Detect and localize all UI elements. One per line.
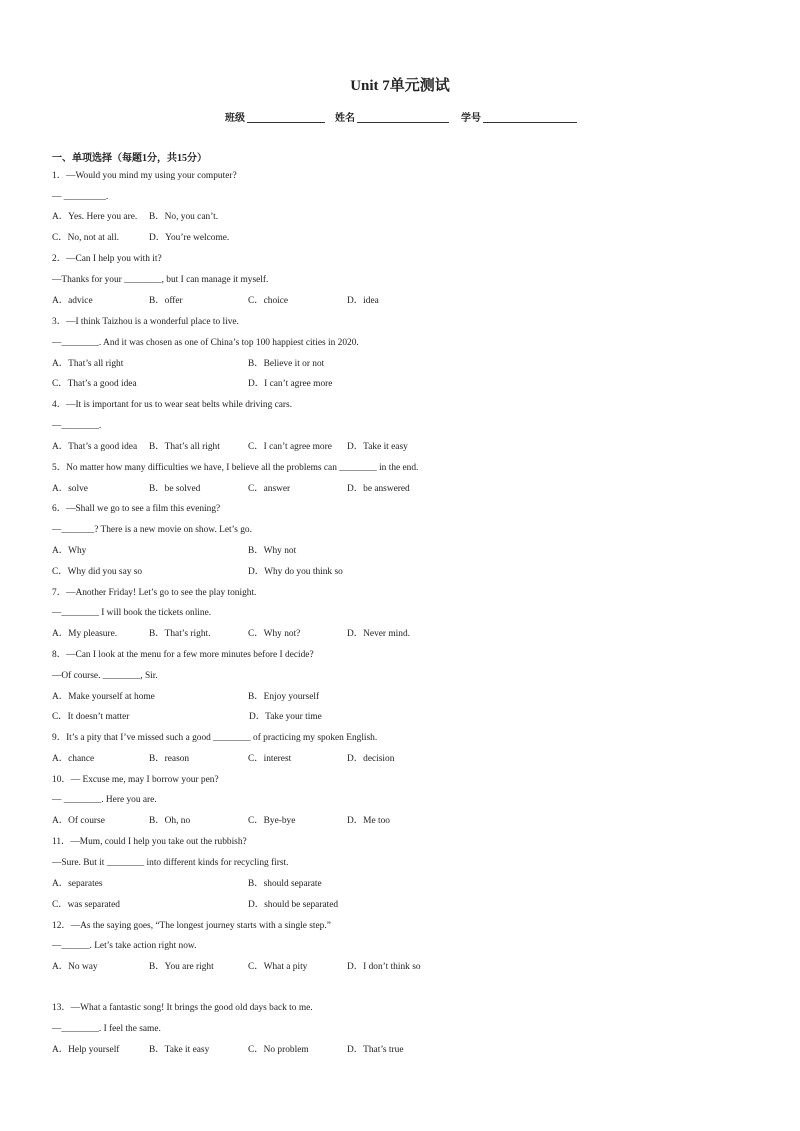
- option-a: A．solve: [52, 484, 88, 494]
- question-reply: —________.: [52, 421, 102, 431]
- option-a: A．separates: [52, 879, 103, 889]
- option-b: B．reason: [149, 754, 190, 764]
- option-d: D．Take it easy: [347, 442, 408, 452]
- option-d: D．I don’t think so: [347, 962, 421, 972]
- option-c: C．No, not at all.: [52, 233, 119, 243]
- question-stem: 9．It’s a pity that I’ve missed such a good ________ of practicing my spoken English.: [52, 733, 378, 743]
- option-d: D．decision: [347, 754, 395, 764]
- question-stem: 13．—What a fantastic song! It brings the good old days back to me.: [52, 1003, 313, 1013]
- class-label: 班级: [225, 113, 245, 124]
- question-reply: —Sure. But it ________ into different kinds for recycling first.: [52, 858, 289, 868]
- question-reply: —________. I feel the same.: [52, 1024, 161, 1034]
- page-title: Unit 7单元测试: [350, 78, 450, 94]
- option-a: A．Yes. Here you are.: [52, 212, 138, 222]
- question-stem: 7．—Another Friday! Let’s go to see the play tonight.: [52, 588, 257, 598]
- option-a: A．My pleasure.: [52, 629, 118, 639]
- option-b: B．You are right: [149, 962, 214, 972]
- section-title: 一、单项选择（每题1分，共15分）: [52, 153, 207, 164]
- option-b: B．Take it easy: [149, 1045, 210, 1055]
- question-stem: 11．—Mum, could I help you take out the rubbish?: [52, 837, 247, 847]
- option-b: B．be solved: [149, 484, 201, 494]
- option-a: A．chance: [52, 754, 95, 764]
- id-blank: [483, 112, 577, 123]
- id-label: 学号: [461, 113, 481, 124]
- option-c: C．It doesn’t matter: [52, 712, 130, 722]
- name-label: 姓名: [335, 113, 355, 124]
- option-b: B．That’s right.: [149, 629, 211, 639]
- option-d: D．Never mind.: [347, 629, 411, 639]
- option-a: A．Make yourself at home: [52, 692, 155, 702]
- option-d: D．Me too: [347, 816, 390, 826]
- option-d: D．Why do you think so: [248, 567, 343, 577]
- option-c: C．I can’t agree more: [248, 442, 332, 452]
- question-stem: 10．— Excuse me, may I borrow your pen?: [52, 775, 219, 785]
- option-b: B．offer: [149, 296, 183, 306]
- class-field: [225, 109, 325, 124]
- option-c: C．choice: [248, 296, 289, 306]
- option-b: B．Enjoy yourself: [248, 692, 320, 702]
- question-stem: 1．—Would you mind my using your computer?: [52, 171, 237, 181]
- option-a: A．That’s all right: [52, 359, 124, 369]
- option-d: D．I can’t agree more: [248, 379, 333, 389]
- question-reply: —_______? There is a new movie on show. Let’s go.: [52, 525, 252, 535]
- option-b: B．No, you can’t.: [149, 212, 219, 222]
- option-d: D．You’re welcome.: [149, 233, 230, 243]
- option-b: B．Believe it or not: [248, 359, 325, 369]
- question-stem: 12．—As the saying goes, “The longest journey starts with a single step.”: [52, 921, 331, 931]
- question-reply: —Thanks for your ________, but I can manage it myself.: [52, 275, 269, 285]
- question-reply: — ________. Here you are.: [52, 795, 157, 805]
- option-a: A．Help yourself: [52, 1045, 120, 1055]
- option-c: C．That’s a good idea: [52, 379, 137, 389]
- option-b: B．Oh, no: [149, 816, 191, 826]
- question-stem: 4．—It is important for us to wear seat belts while driving cars.: [52, 400, 293, 410]
- option-a: A．Why: [52, 546, 87, 556]
- name-blank: [357, 112, 449, 123]
- option-c: C．Bye-bye: [248, 816, 296, 826]
- option-a: A．Of course: [52, 816, 105, 826]
- option-c: C．was separated: [52, 900, 120, 910]
- option-d: D．should be separated: [248, 900, 339, 910]
- question-stem: 3．—I think Taizhou is a wonderful place to live.: [52, 317, 239, 327]
- option-c: C．interest: [248, 754, 292, 764]
- option-d: D．be answered: [347, 484, 410, 494]
- name-field: [335, 109, 449, 124]
- option-b: B．should separate: [248, 879, 322, 889]
- option-b: B．Why not: [248, 546, 297, 556]
- option-d: D．Take your time: [249, 712, 322, 722]
- question-stem: 8．—Can I look at the menu for a few more minutes before I decide?: [52, 650, 314, 660]
- option-a: A．advice: [52, 296, 93, 306]
- option-c: C．No problem: [248, 1045, 309, 1055]
- id-field: [461, 109, 577, 124]
- option-c: C．What a pity: [248, 962, 308, 972]
- question-reply: — _________.: [52, 192, 109, 202]
- option-b: B．That’s all right: [149, 442, 220, 452]
- option-a: A．That’s a good idea: [52, 442, 138, 452]
- question-stem: 2．—Can I help you with it?: [52, 254, 162, 264]
- question-reply: —Of course. ________, Sir.: [52, 671, 158, 681]
- question-stem: 6．—Shall we go to see a film this evening?: [52, 504, 221, 514]
- question-reply: —______. Let’s take action right now.: [52, 941, 197, 951]
- option-d: D．idea: [347, 296, 379, 306]
- question-stem: 5．No matter how many difficulties we have, I believe all the problems can ________ in the end.: [52, 463, 419, 473]
- option-c: C．Why not?: [248, 629, 301, 639]
- option-a: A．No way: [52, 962, 98, 972]
- question-reply: —________. And it was chosen as one of China’s top 100 happiest cities in 2020.: [52, 338, 359, 348]
- question-reply: —________ I will book the tickets online.: [52, 608, 212, 618]
- option-c: C．Why did you say so: [52, 567, 143, 577]
- option-c: C．answer: [248, 484, 291, 494]
- option-d: D．That’s true: [347, 1045, 404, 1055]
- class-blank: [247, 112, 325, 123]
